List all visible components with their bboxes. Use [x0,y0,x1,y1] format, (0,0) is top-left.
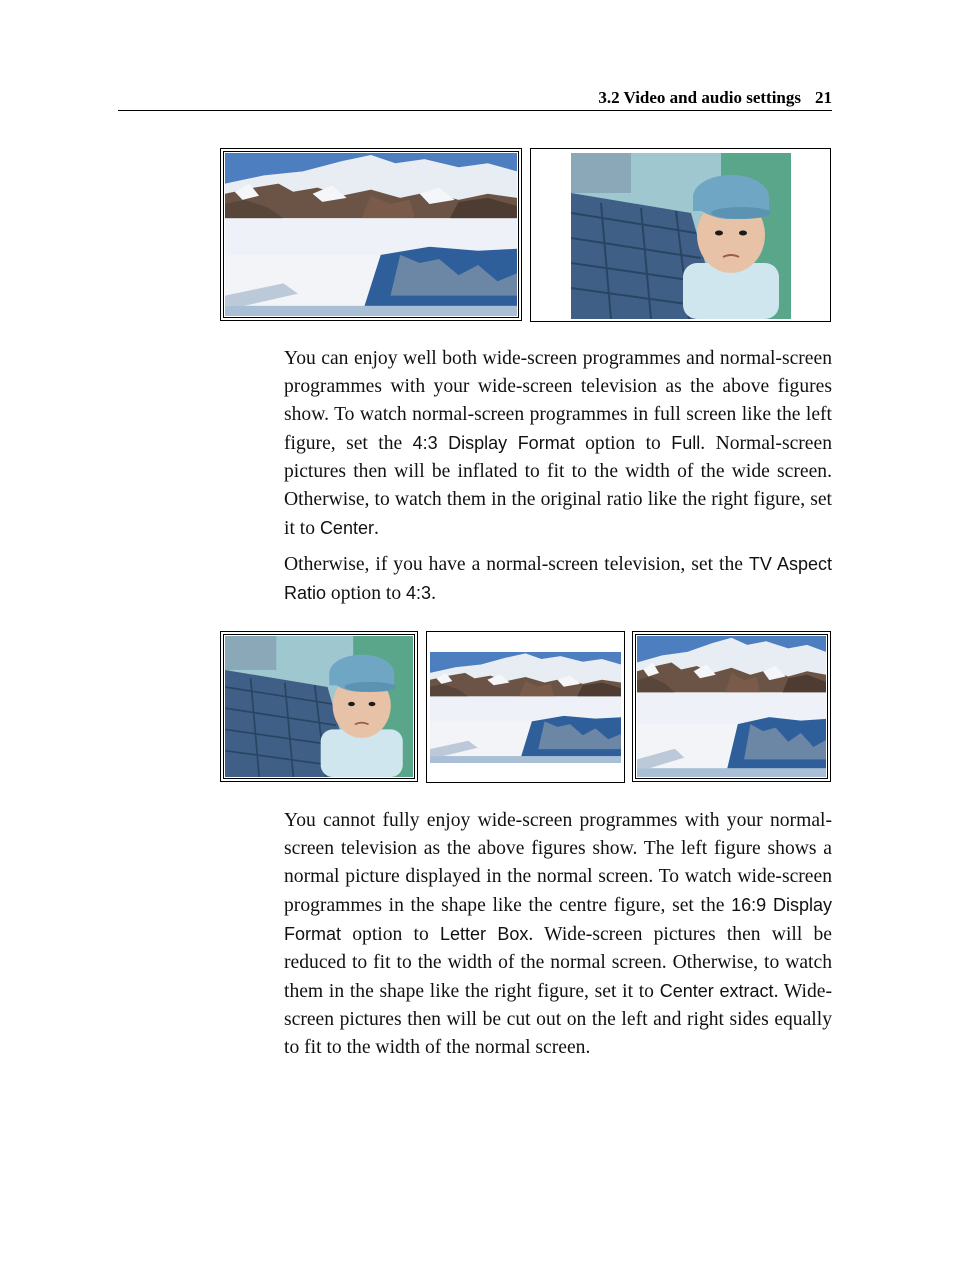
value-center: Center [319,518,374,538]
running-header [118,84,832,111]
value-4-3: 4:3 [406,583,432,603]
child-portrait-image [571,153,791,319]
mountain-lake-image [225,153,517,316]
section-title: 3.2 Video and audio settings [598,88,801,107]
mountain-lake-image [430,652,621,763]
child-portrait-image [225,636,413,777]
figure-normal-screen [223,634,415,779]
paragraph-normal-screen-tv: You cannot fully enjoy wide-screen programmes with your normal-screen television as the above figures show. The left figure shows a normal picture displayed in the normal screen. To watch wide-screen programmes in the shape like the centre figure, set the 16:9 Display Format option to Letter Box. Wide-screen pictures then will be reduced to fit to the width of the normal screen. Otherwise, to watch them in the shape like the right figure, set it to Center extract. Wide-screen pictures then will be cut out on the left and right sides equally to fit to the width of the normal screen. [284,810,833,1058]
option-tv-aspect-ratio: TV Aspect Ratio [284,554,832,603]
option-16-9-display-format: 16:9 Display Format [284,895,832,944]
value-center-extract: Center extract [659,981,774,1001]
value-letter-box: Letter Box [440,924,529,944]
mountain-lake-image [637,636,826,777]
option-4-3-display-format: 4:3 Display Format [412,433,575,453]
figure-letter-box [426,631,625,783]
page-number: 21 [815,88,832,107]
figure-center-extract [635,634,828,779]
paragraph-widescreen-tv: You can enjoy well both wide-screen programmes and normal-screen programmes with your wide-screen television as the above figures show. To watch normal-screen programmes in full screen like the left figure, set the 4:3 Display Format option to Full. Normal-screen pictures then will be inflated to fit to the width of the wide screen. Otherwise, to watch them in the original ratio like the right figure, set it to Center. Otherwise, if you have a normal-screen television, set the TV Aspect Ratio option to 4:3. [284,345,832,615]
figure-center-screen [530,148,831,322]
value-full: Full [671,433,701,453]
figure-full-screen [223,151,519,318]
paragraph-normal-tv: Otherwise, if you have a normal-screen television, set the TV Aspect Ratio option to 4:3. [284,554,832,604]
